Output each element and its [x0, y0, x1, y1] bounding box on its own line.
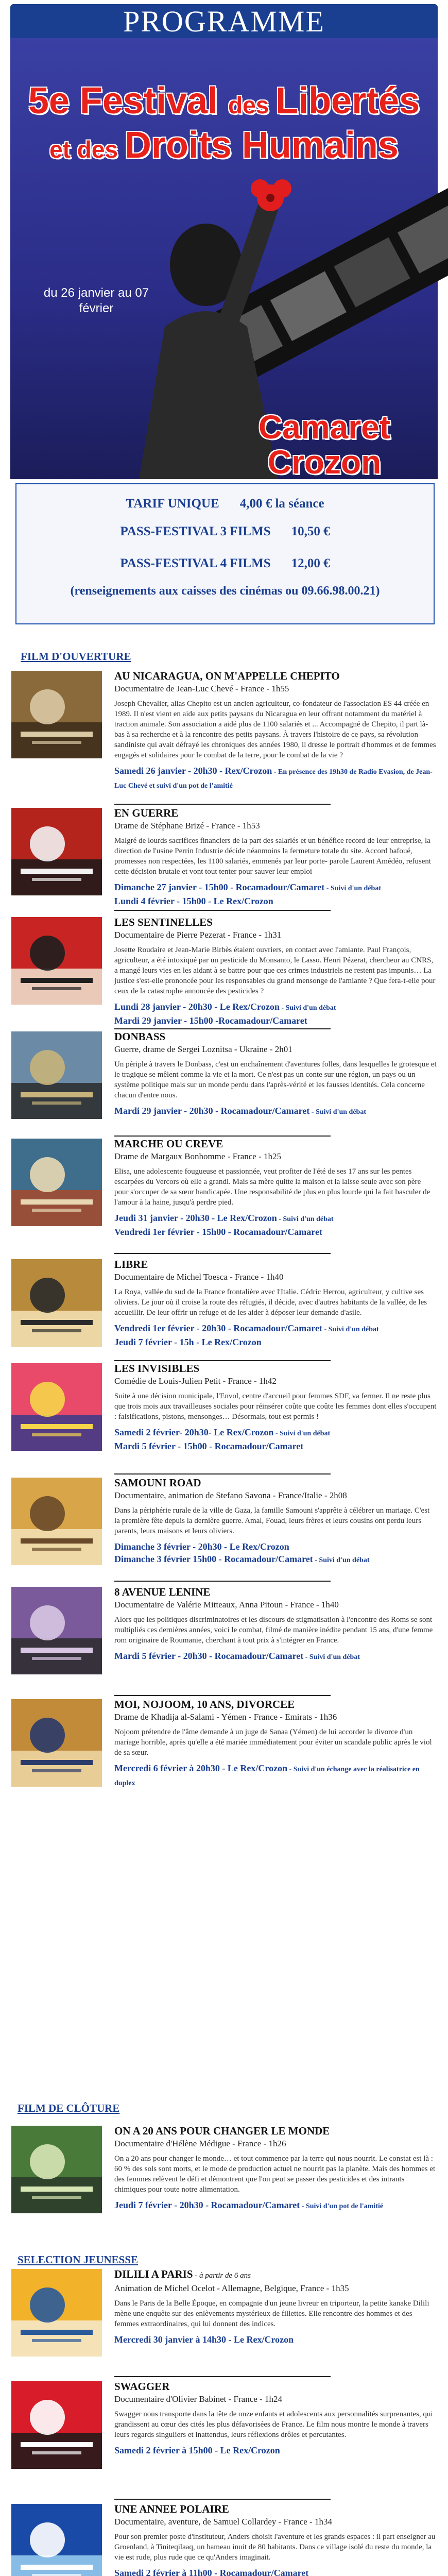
film-title: DONBASS	[114, 1030, 166, 1043]
tarif-row: PASS-FESTIVAL 3 FILMS 10,50 €	[120, 524, 330, 538]
screening-note: - Suivi d'un débat	[303, 1653, 360, 1661]
film-credits: Guerre, drame de Sergei Loznitsa - Ukraine - 2h01	[114, 1044, 292, 1054]
film-divider	[114, 2499, 331, 2500]
film-synopsis: Pour son premier poste d'instituteur, Anders choisit l'aventure et les grands espaces : il part enseigner au Groenland, à Tiniteqilaaq, un hameau inuit de 80 habitants. Dans ce village isolé du reste du monde, la vie est rude, plus rude que ce qu'Anders imaginait.	[114, 2533, 436, 2562]
film-poster-image	[11, 2381, 102, 2469]
screening-note: - En présence des 19h30 de Radio Evasion, de Jean-Luc Chevé et suivi d'un pot de l'amitié	[114, 768, 433, 790]
film-divider	[114, 1253, 331, 1254]
film-title: 8 AVENUE LENINE	[114, 1586, 211, 1598]
film-info	[114, 670, 437, 792]
film-poster-image	[11, 1363, 102, 1451]
screening-note: - Suivi d'un débat	[309, 1108, 367, 1116]
screening-time: Vendredi 1er février - 20h30 - Rocamadour/Camaret - Suivi d'un débat	[114, 1323, 379, 1333]
film-title: SWAGGER	[114, 2380, 170, 2393]
film-poster-image	[11, 2504, 102, 2576]
film-credits: Documentaire d'Hélène Médigue - France - 1h26	[114, 2139, 286, 2148]
film-poster-image	[11, 671, 102, 758]
film-info	[114, 2503, 437, 2576]
screening-time: Mardi 29 janvier - 15h00 -Rocamadour/Camaret	[114, 1015, 307, 1026]
screening-note: - Suivi d'un débat	[324, 885, 382, 892]
film-info	[114, 2125, 437, 2213]
screening-note: - Suivi d'un débat	[277, 1215, 334, 1223]
film-poster-image	[11, 1259, 102, 1347]
screening-time: Mercredi 6 février à 20h30 - Le Rex/Crozon - Suivi d'un échange avec la réalisatrice en duplex	[114, 1763, 420, 1787]
screening-time: Samedi 2 février à 11h00 - Rocamadour/Camaret	[114, 2568, 309, 2576]
film-credits: Documentaire de Pierre Pezerat - France - 1h31	[114, 930, 282, 940]
film-title: LES SENTINELLES	[114, 916, 213, 928]
film-info	[114, 2380, 437, 2456]
screening-time: Dimanche 27 janvier - 15h00 - Rocamadour/Camaret - Suivi d'un débat	[114, 882, 382, 892]
film-synopsis: Alors que les politiques discriminatoires et les discours de stigmatisation à l'encontre des Roms se sont multipliés ces dernières années, voici le combat, filmé de manière inédite pendant 15 ans, d'une femme rom originaire de Roumanie, cherchant à tout prix à s'intégrer en France.	[114, 1616, 433, 1645]
section-youth-selection: SELECTION JEUNESSE	[18, 2253, 139, 2266]
film-credits: Documentaire, animation de Stefano Savona - France/Italie - 2h08	[114, 1490, 347, 1500]
film-title: AU NICARAGUA, ON M'APPELLE CHEPITO	[114, 670, 340, 682]
film-divider	[114, 1136, 331, 1137]
poster-title-line-2: et des Droits Humains	[49, 125, 399, 166]
screening-note: - Suivi d'un débat	[322, 1326, 379, 1333]
poster-dates: du 26 janvier au 07 février	[43, 286, 149, 315]
film-divider	[114, 1360, 331, 1361]
film-info	[114, 1258, 437, 1348]
film-title: MOI, NOJOOM, 10 ANS, DIVORCEE	[114, 1698, 295, 1710]
screening-time: Lundi 28 janvier - 20h30 - Le Rex/Crozon - Suivi d'un débat	[114, 1002, 336, 1012]
film-poster-image	[11, 808, 102, 895]
film-synopsis: Joseph Chevalier, alias Chepito est un ancien agriculteur, co-fondateur de l'association ES 44 créée en 1989. Il n'est vient en aide aux petits paysans du Nicaragua en leur offrant notamment du matériel à traction animale. Son association a aidé plus de 1100 salariés et ... Accompagné de Chepito, il part là-bas à sa recherche et à la rencontre des petits paysans. À travers l'histoire de ce pays, sa révolution sandiniste qui avait défrayé les chroniques des années 1980, il dresse le portrait d'hommes et de femmes engagés et solidaires pour le combat de la terre, pour le combat de la vie ?	[114, 700, 436, 759]
film-credits: Drame de Margaux Bonhomme - France - 1h25	[114, 1151, 282, 1161]
film-title: ON A 20 ANS POUR CHANGER LE MONDE	[114, 2125, 330, 2137]
screening-time: Mardi 5 février - 15h00 - Rocamadour/Camaret	[114, 1441, 304, 1451]
film-info	[114, 1586, 437, 1664]
film-credits: Documentaire d'Olivier Babinet - France - 1h24	[114, 2394, 282, 2404]
film-divider	[114, 2376, 331, 2377]
screening-note: - Suivi d'un débat	[273, 1430, 331, 1437]
film-divider	[114, 1581, 331, 1582]
film-info	[114, 807, 437, 907]
screening-time: Jeudi 7 février - 15h - Le Rex/Crozon	[114, 1337, 262, 1347]
film-info	[114, 916, 437, 1027]
screening-time: Mercredi 30 janvier à 14h30 - Le Rex/Crozon	[114, 2334, 294, 2345]
screening-time: Mardi 5 février - 20h30 - Rocamadour/Camaret - Suivi d'un débat	[114, 1651, 360, 1661]
film-title: DILILI A PARIS - à partir de 6 ans	[114, 2268, 251, 2280]
film-poster-image	[11, 2269, 102, 2357]
film-synopsis: Malgré de lourds sacrifices financiers de la part des salariés et un bénéfice record de leur entreprise, la direction de l'usine Perrin Industrie décide néanmoins la fermeture totale du site. Accord bafoué, promesses non respectées, les 1100 salariés, emmenés par leur porte- parole Laurent Amédéo, refusent cette décision brutale et vont tout tenter pour sauver leur emploi	[114, 837, 432, 876]
film-credits: Comédie de Louis-Julien Petit - France - 1h42	[114, 1376, 277, 1386]
film-poster-image	[11, 1587, 102, 1674]
film-credits: Documentaire de Valérie Mitteaux, Anna Pitoun - France - 1h40	[114, 1600, 339, 1609]
film-title: SAMOUNI ROAD	[114, 1477, 201, 1489]
film-synopsis: Nojoom prétendre de l'âme demande à un juge de Sanaa (Yémen) de lui accorder le divorce d'un mariage horrible, après qu'elle a été mariée immédiatement pour éviter un scandale public après le viol de sa sœur.	[114, 1728, 432, 1757]
film-synopsis: Dans la périphérie rurale de la ville de Gaza, la famille Samouni s'apprête à célébrer un mariage. C'est la première fête depuis la dernière guerre. Amal, Fouad, leurs frères et leurs cousins ont perdu leurs parents, leurs maisons et leurs oliviers.	[114, 1506, 430, 1535]
film-synopsis: Swagger nous transporte dans la tête de onze enfants et adolescents aux personnalités surprenantes, qui grandissent au cœur des cités les plus défavorisées de France. Le film nous montre le monde à travers leurs regards singuliers et inattendus, leurs réflexions drôles et percutantes.	[114, 2410, 433, 2439]
screening-note: - Suivi d'un échange avec la réalisatrice en duplex	[114, 1766, 420, 1787]
film-credits: Drame de Stéphane Brizé - France - 1h53	[114, 821, 260, 831]
screening-time: Lundi 4 février - 15h00 - Le Rex/Crozon	[114, 896, 273, 906]
poster-place-crozon: Crozon	[267, 444, 382, 481]
film-divider	[114, 804, 331, 805]
film-poster-image	[11, 1699, 102, 1787]
film-info	[114, 1362, 437, 1452]
screening-note: - Suivi d'un débat	[313, 1556, 370, 1564]
film-title: UNE ANNEE POLAIRE	[114, 2503, 229, 2515]
film-divider	[114, 1028, 331, 1029]
film-poster-image	[11, 2126, 102, 2213]
film-credits: Documentaire, aventure, de Samuel Collardey - France - 1h34	[114, 2517, 332, 2527]
tarif-box	[15, 483, 435, 624]
screening-time: Vendredi 1er février - 15h00 - Rocamadour/Camaret	[114, 1227, 322, 1237]
section-closing-film: FILM DE CLÔTURE	[18, 2102, 120, 2114]
film-synopsis: Josette Roudaire et Jean-Marie Birbès étaient ouvriers, en contact avec l'amiante. Paul François, agriculteur, a été intoxiqué par un pesticide du Monsanto, le Lasso. Henri Pézerat, chercheur au CNRS, a mangé leurs vies en les aidant à se battre pour que ces crimes industriels ne restent pas impunis… La justice s'est-elle prononcée pour les responsables du grand mensonge de l'amiante ? Que fera-t-elle pour ceux de la catastrophe annoncée des pesticides ?	[114, 946, 436, 995]
section-opening-film: FILM D'OUVERTURE	[21, 650, 131, 663]
tarif-row: TARIF UNIQUE 4,00 € la séance	[126, 497, 324, 511]
film-title: LES INVISIBLES	[114, 1362, 200, 1375]
film-age-note: - à partir de 6 ans	[193, 2272, 251, 2280]
film-synopsis: Un périple à travers le Donbass, c'est un enchaînement d'aventures folles, dans lesquelles le grotesque et le tragique se mêlent comme la vie et la mort. Ce n'est pas un conte sur une région, un pays ou un système politique mais sur un monde perdu dans l'après-vérité et les fausses identités. Cela concerne chacun d'entre nous.	[114, 1060, 437, 1099]
film-info	[114, 1698, 437, 1790]
screening-time: Jeudi 31 janvier - 20h30 - Le Rex/Crozon - Suivi d'un débat	[114, 1213, 334, 1223]
screening-time: Jeudi 7 février - 20h30 - Rocamadour/Camaret - Suivi d'un pot de l'amitié	[114, 2200, 384, 2210]
screening-time: Dimanche 3 février 15h00 - Rocamadour/Camaret - Suivi d'un débat	[114, 1554, 370, 1564]
festival-poster	[10, 38, 438, 479]
screening-time: Samedi 2 février- 20h30- Le Rex/Crozon - Suivi d'un débat	[114, 1427, 331, 1437]
screening-note: - Suivi d'un débat	[279, 1004, 336, 1012]
film-title: MARCHE OU CREVE	[114, 1138, 223, 1150]
film-credits: Documentaire de Michel Toesca - France - 1h40	[114, 1272, 284, 1282]
film-synopsis: On a 20 ans pour changer le monde… et tout commence par la terre qui nous nourrit. Le constat est là : 60 % des sols sont morts, et le mode de production actuel ne nourrit pas la planète. Mais des hommes et des femmes relèvent le défi et démontrent que l'on peut se passer des pesticides et des intrants chimiques pour toute notre alimentation.	[114, 2155, 436, 2194]
film-credits: Drame de Khadija al-Salami - Yémen - France - Emirats - 1h36	[114, 1712, 337, 1722]
screening-time: Samedi 2 février à 15h00 - Le Rex/Crozon	[114, 2445, 280, 2455]
poster-title-line-1: 5e Festival des Libertés	[28, 80, 420, 122]
film-divider	[114, 1473, 331, 1475]
film-credits: Documentaire de Jean-Luc Chevé - France - 1h55	[114, 684, 289, 693]
screening-time: Mardi 29 janvier - 20h30 - Rocamadour/Camaret - Suivi d'un débat	[114, 1106, 367, 1116]
film-info	[114, 2268, 437, 2346]
screening-note: - Suivi d'un pot de l'amitié	[300, 2202, 384, 2210]
screening-time: Samedi 26 janvier - 20h30 - Rex/Crozon - En présence des 19h30 de Radio Evasion, de Jean-Luc Chevé et suivi d'un pot de l'amitié	[114, 766, 433, 790]
poster-place-camaret: Camaret	[258, 409, 391, 446]
film-synopsis: Suite à une décision municipale, l'Envol, centre d'accueil pour femmes SDF, va fermer. Il ne reste plus que trois mois aux travailleuses sociales pour réinsérer coûte que coûte les femmes dont elles s'occupent : falsifications, pistons, mensonges… Désormais, tout est permis !	[114, 1392, 437, 1421]
film-synopsis: Elisa, une adolescente fougueuse et passionnée, veut profiter de l'été de ses 17 ans sur les pentes escarpées du Vercors où elle a grandi. Mais sa mère quitte la maison et la laisse seule avec son père pour s'occuper de sa sœur handicapée. Une responsabilité de plus en plus lourde qui la fait basculer de l'amour à la haine, jusqu'à perdre pied.	[114, 1167, 430, 1207]
tarif-note: (renseignements aux caisses des cinémas ou 09.66.98.00.21)	[70, 584, 380, 598]
film-poster-image	[11, 1478, 102, 1565]
film-credits: Animation de Michel Ocelot - Allemagne, Belgique, France - 1h35	[114, 2283, 349, 2293]
film-poster-image	[11, 1031, 102, 1119]
film-synopsis: La Roya, vallée du sud de la France frontalière avec l'Italie. Cédric Herrou, agriculteur, y cultive ses oliviers. Le jour où il croise la route des réfugiés, il décide, avec d'autres habitants de la vallée, de les accueillir. De leur offrir un refuge et de les aider à déposer leur demande d'asile.	[114, 1288, 427, 1317]
film-info	[114, 1030, 437, 1118]
programme-header	[10, 4, 438, 38]
film-title: EN GUERRE	[114, 807, 179, 819]
film-divider	[114, 910, 331, 911]
screening-time: Dimanche 3 février - 20h30 - Le Rex/Crozon	[114, 1541, 289, 1552]
film-poster-image	[11, 1139, 102, 1226]
tarif-row: PASS-FESTIVAL 4 FILMS 12,00 €	[120, 556, 330, 570]
film-info	[114, 1477, 437, 1567]
film-title: LIBRE	[114, 1258, 148, 1270]
film-poster-image	[11, 917, 102, 1005]
film-divider	[114, 1695, 331, 1696]
film-synopsis: Dans le Paris de la Belle Époque, en compagnie d'un jeune livreur en triporteur, la petite kanake Dilili mène une enquête sur des enlèvements mystérieux de fillettes. Elle rencontre des hommes et des femmes extraordinaires, qui lui donnent des indices.	[114, 2299, 429, 2328]
programme-title: PROGRAMME	[123, 4, 325, 38]
film-info	[114, 1138, 437, 1238]
